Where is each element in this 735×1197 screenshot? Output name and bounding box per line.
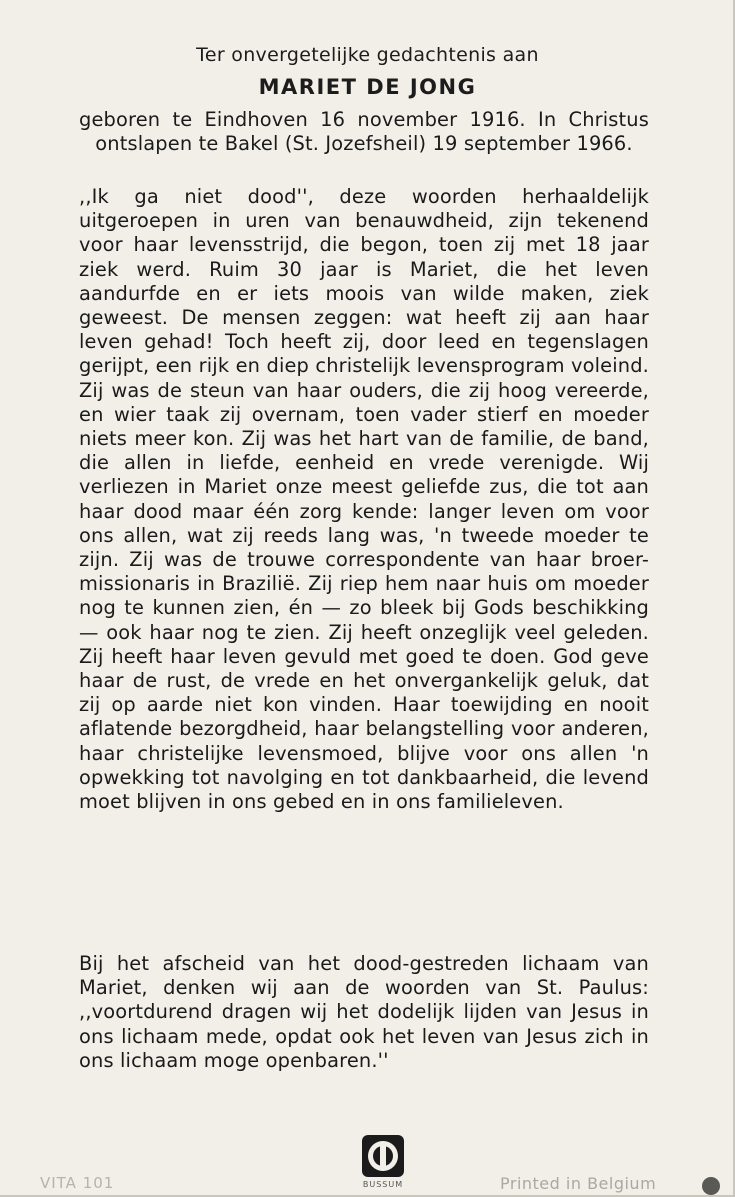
birth-death-info: geboren te Eindhoven 16 november 1916. In Christus ontslapen te Bakel (St. Jozefsheil) 19 september 1966. — [79, 108, 649, 156]
memorial-text-paragraph-2: Bij het afscheid van het dood-gestreden lichaam van Mariet, denken wij aan de woorden van St. Paulus: ,,voortdurend dragen wij het dodelijk lijden van Jesus in ons lichaam mede, opdat ook het leven van Jesus zich in ons lichaam moge openbaren.'' — [79, 952, 649, 1072]
printer-mark-icon — [702, 1177, 720, 1195]
memorial-text-paragraph-1: ,,Ik ga niet dood'', deze woorden herhaaldelijk uitgeroepen in uren van benauwdheid, zijn tekenend voor haar levensstrijd, die begon, toen zij met 18 jaar ziek werd. Ruim 30 jaar is Mariet, die het leven aandurfde en er iets moois van wilde maken, ziek geweest. De mensen zeggen: wat heeft zij aan haar leven gehad! Toch heeft zij, door leed en tegenslagen gerijpt, een rijk en diep christelijk levensprogram voleind. Zij was de steun van haar ouders, die zij hoog vereerde, en wier taak zij overnam, toen vader stierf en moeder niets meer kon. Zij was het hart van de familie, de band, die allen in liefde, eenheid en vrede verenigde. Wij verliezen in Mariet onze meest geliefde zus, die tot aan haar dood maar één zorg kende: langer leven om voor ons allen, wat zij reeds lang was, 'n tweede moeder te zijn. Zij was de trouwe correspondente van haar broer-missionaris in Brazilië. Zij riep hem naar huis om moeder nog te kunnen zien, én — zo bleek bij Gods beschikking — ook haar nog te zien. Zij heeft onzeglijk veel geleden. Zij heeft haar leven gevuld met goed te doen. God geve haar de rust, de vrede en het onvergankelijk geluk, dat zij op aarde niet kon vinden. Haar toewijding en nooit aflatende bezorgdheid, haar belangstelling voor anderen, haar christelijke levensmoed, blijve voor ons allen 'n opwekking tot navolging en tot dankbaarheid, die levend moet blijven in ons gebed en in ons familieleven. — [79, 185, 649, 814]
card-code: VITA 101 — [40, 1174, 115, 1192]
publisher-logo-icon — [362, 1135, 404, 1177]
card-subtitle: Ter onvergetelijke gedachtenis aan — [196, 44, 539, 66]
printed-in-label: Printed in Belgium — [500, 1174, 657, 1193]
deceased-name: MARIET DE JONG — [258, 75, 477, 99]
publisher-name: BUSSUM — [362, 1180, 404, 1189]
